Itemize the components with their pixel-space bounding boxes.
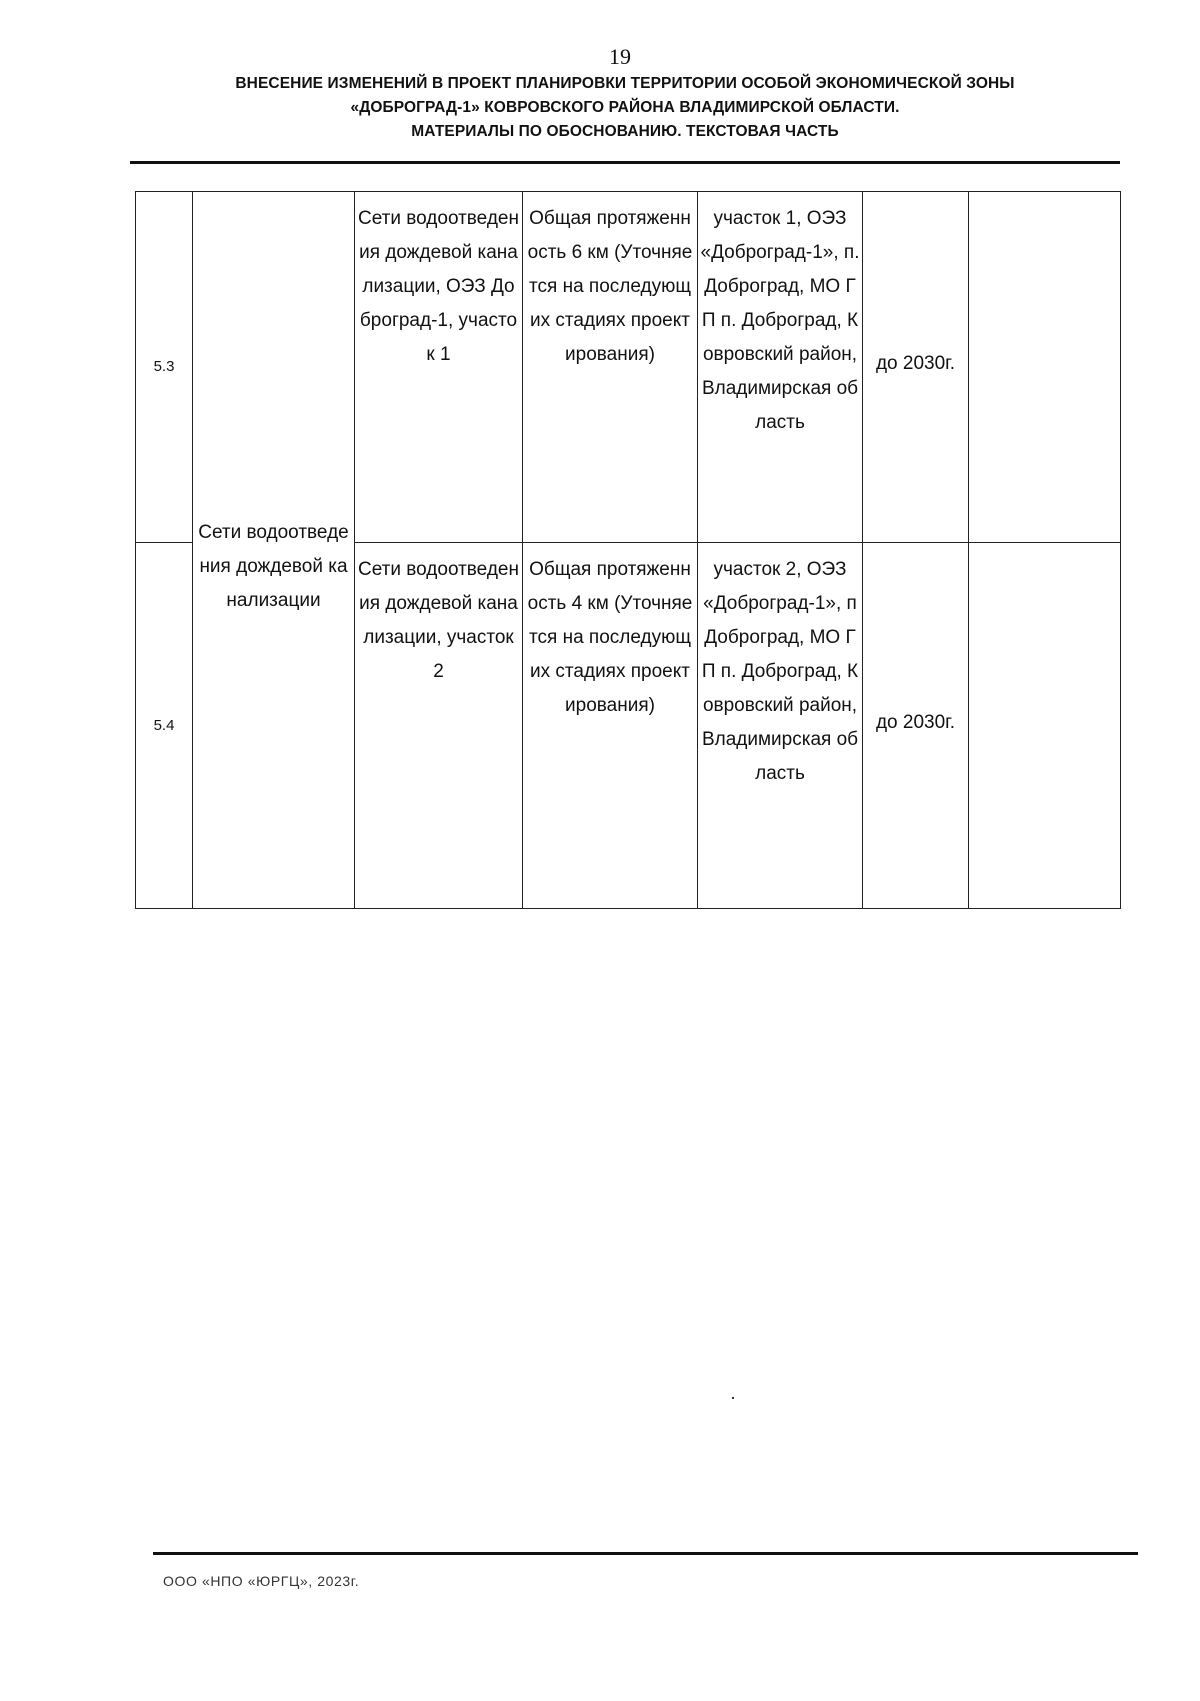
facility-note [969, 192, 1121, 543]
facility-deadline: до 2030г. [863, 192, 969, 543]
header-line-2: «ДОБРОГРАД-1» КОВРОВСКОГО РАЙОНА ВЛАДИМИРСКОЙ ОБЛАСТИ. [350, 99, 900, 116]
footer-organization: ООО «НПО «ЮРГЦ», 2023г. [163, 1573, 360, 1589]
header-line-1: ВНЕСЕНИЕ ИЗМЕНЕНИЙ В ПРОЕКТ ПЛАНИРОВКИ ТЕРРИТОРИИ ОСОБОЙ ЭКОНОМИЧЕСКОЙ ЗОНЫ [235, 75, 1015, 92]
facility-characteristics: Общая протяженность 6 км (Уточняется на последующих стадиях проектирования) [523, 192, 698, 543]
facility-name: Сети водоотведения дождевой канализации, участок 2 [355, 543, 523, 909]
group-label: Сети водоотведения дождевой канализации [193, 192, 355, 909]
facilities-table [135, 191, 1121, 909]
page-number: 19 [609, 44, 631, 69]
table-row [136, 192, 1121, 543]
facility-name: Сети водоотведения дождевой канализации, ОЭЗ Доброград-1, участок 1 [355, 192, 523, 543]
facility-note [969, 543, 1121, 909]
header-line-3: МАТЕРИАЛЫ ПО ОБОСНОВАНИЮ. ТЕКСТОВАЯ ЧАСТЬ [411, 123, 839, 140]
scan-speck [732, 1397, 734, 1399]
row-number: 5.3 [136, 192, 193, 543]
document-header [130, 72, 1120, 144]
facility-deadline: до 2030г. [863, 543, 969, 909]
facility-location: участок 1, ОЭЗ «Доброград-1», п. Доброград, МО ГП п. Доброград, Ковровский район, Владимирская область [698, 192, 863, 543]
header-divider [130, 161, 1120, 164]
footer-divider [153, 1552, 1138, 1555]
row-number: 5.4 [136, 543, 193, 909]
facility-characteristics: Общая протяженность 4 км (Уточняется на последующих стадиях проектирования) [523, 543, 698, 909]
facility-location: участок 2, ОЭЗ «Доброград-1», п Доброград, МО ГП п. Доброград, Ковровский район, Владимирская область [698, 543, 863, 909]
